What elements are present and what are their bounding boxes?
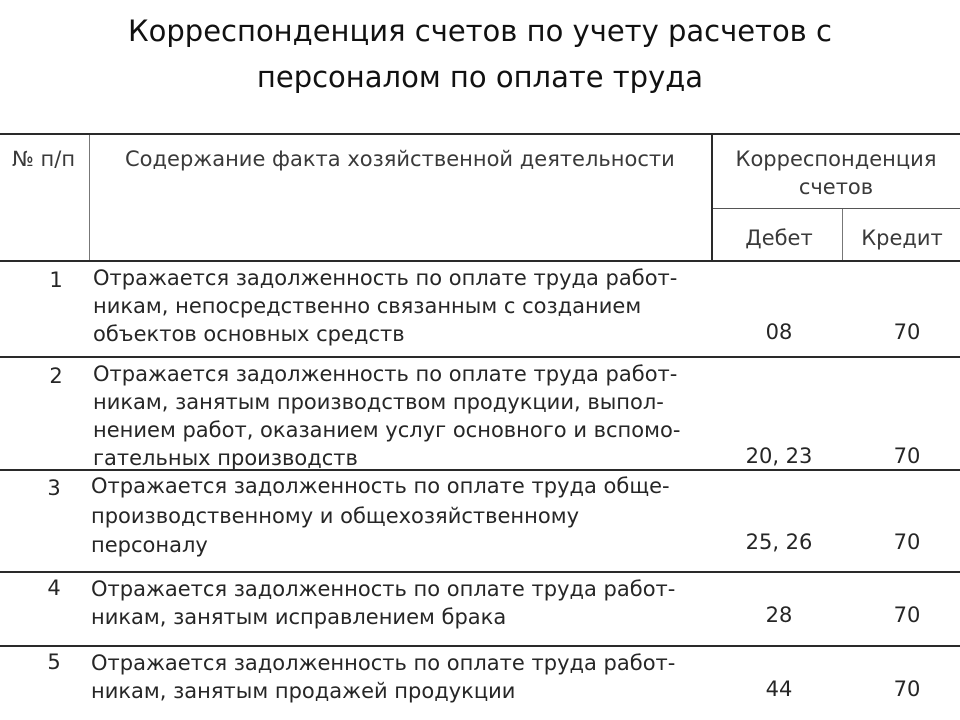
row-divider-3: [0, 571, 960, 573]
row-1-debit: 08: [765, 320, 793, 344]
header-correspondence-line1: Корреспонденция: [735, 147, 937, 171]
row-3-text-line-2: производственному и общехозяйственному: [91, 504, 579, 528]
row-5-debit: 44: [765, 677, 793, 701]
header-subdivider: [712, 208, 960, 209]
row-2-debit: 20, 23: [745, 444, 813, 468]
row-5-text-line-2: никам, занятым продажей продукции: [91, 679, 516, 703]
row-divider-1: [0, 356, 960, 358]
header-debit: Дебет: [745, 226, 813, 250]
row-1-text-line-1: Отражается задолженность по оплате труда работ-: [93, 266, 678, 290]
header-number: № п/п: [12, 147, 76, 171]
row-2-text-line-3: нением работ, оказанием услуг основного и вспомо-: [93, 418, 681, 442]
header-bottom-rule: [0, 260, 960, 262]
row-1-credit: 70: [893, 320, 921, 344]
row-5-number: 5: [47, 650, 61, 674]
row-3-credit: 70: [893, 530, 921, 554]
row-3-text-line-3: персоналу: [91, 533, 208, 557]
row-2-text-line-2: никам, занятым производством продукции, выпол-: [93, 390, 664, 414]
row-4-text-line-2: никам, занятым исправлением брака: [91, 605, 507, 629]
row-3-number: 3: [47, 476, 61, 500]
header-col-divider-number: [89, 135, 90, 260]
row-5-credit: 70: [893, 677, 921, 701]
row-4-debit: 28: [765, 603, 793, 627]
row-4-text-line-1: Отражается задолженность по оплате труда работ-: [91, 577, 676, 601]
row-divider-4: [0, 645, 960, 647]
header-correspondence-line2: счетов: [798, 175, 874, 199]
row-4-number: 4: [47, 576, 61, 600]
row-5-text-line-1: Отражается задолженность по оплате труда работ-: [91, 651, 676, 675]
table-top-rule: [0, 133, 960, 135]
row-2-text-line-4: гательных производств: [93, 446, 358, 470]
row-1-text-line-3: объектов основных средств: [93, 322, 405, 346]
header-content: Содержание факта хозяйственной деятельности: [125, 147, 675, 171]
row-3-debit: 25, 26: [745, 530, 813, 554]
title-line-1: Корреспонденция счетов по учету расчетов с: [128, 14, 832, 48]
row-2-number: 2: [49, 364, 63, 388]
row-3-text-line-1: Отражается задолженность по оплате труда обще-: [91, 474, 670, 498]
row-1-text-line-2: никам, непосредственно связанным с созданием: [93, 294, 642, 318]
title-line-2: персоналом по оплате труда: [256, 60, 704, 94]
row-4-credit: 70: [893, 603, 921, 627]
row-2-credit: 70: [893, 444, 921, 468]
row-1-number: 1: [49, 268, 63, 292]
header-credit: Кредит: [861, 226, 943, 250]
row-2-text-line-1: Отражается задолженность по оплате труда работ-: [93, 362, 678, 386]
